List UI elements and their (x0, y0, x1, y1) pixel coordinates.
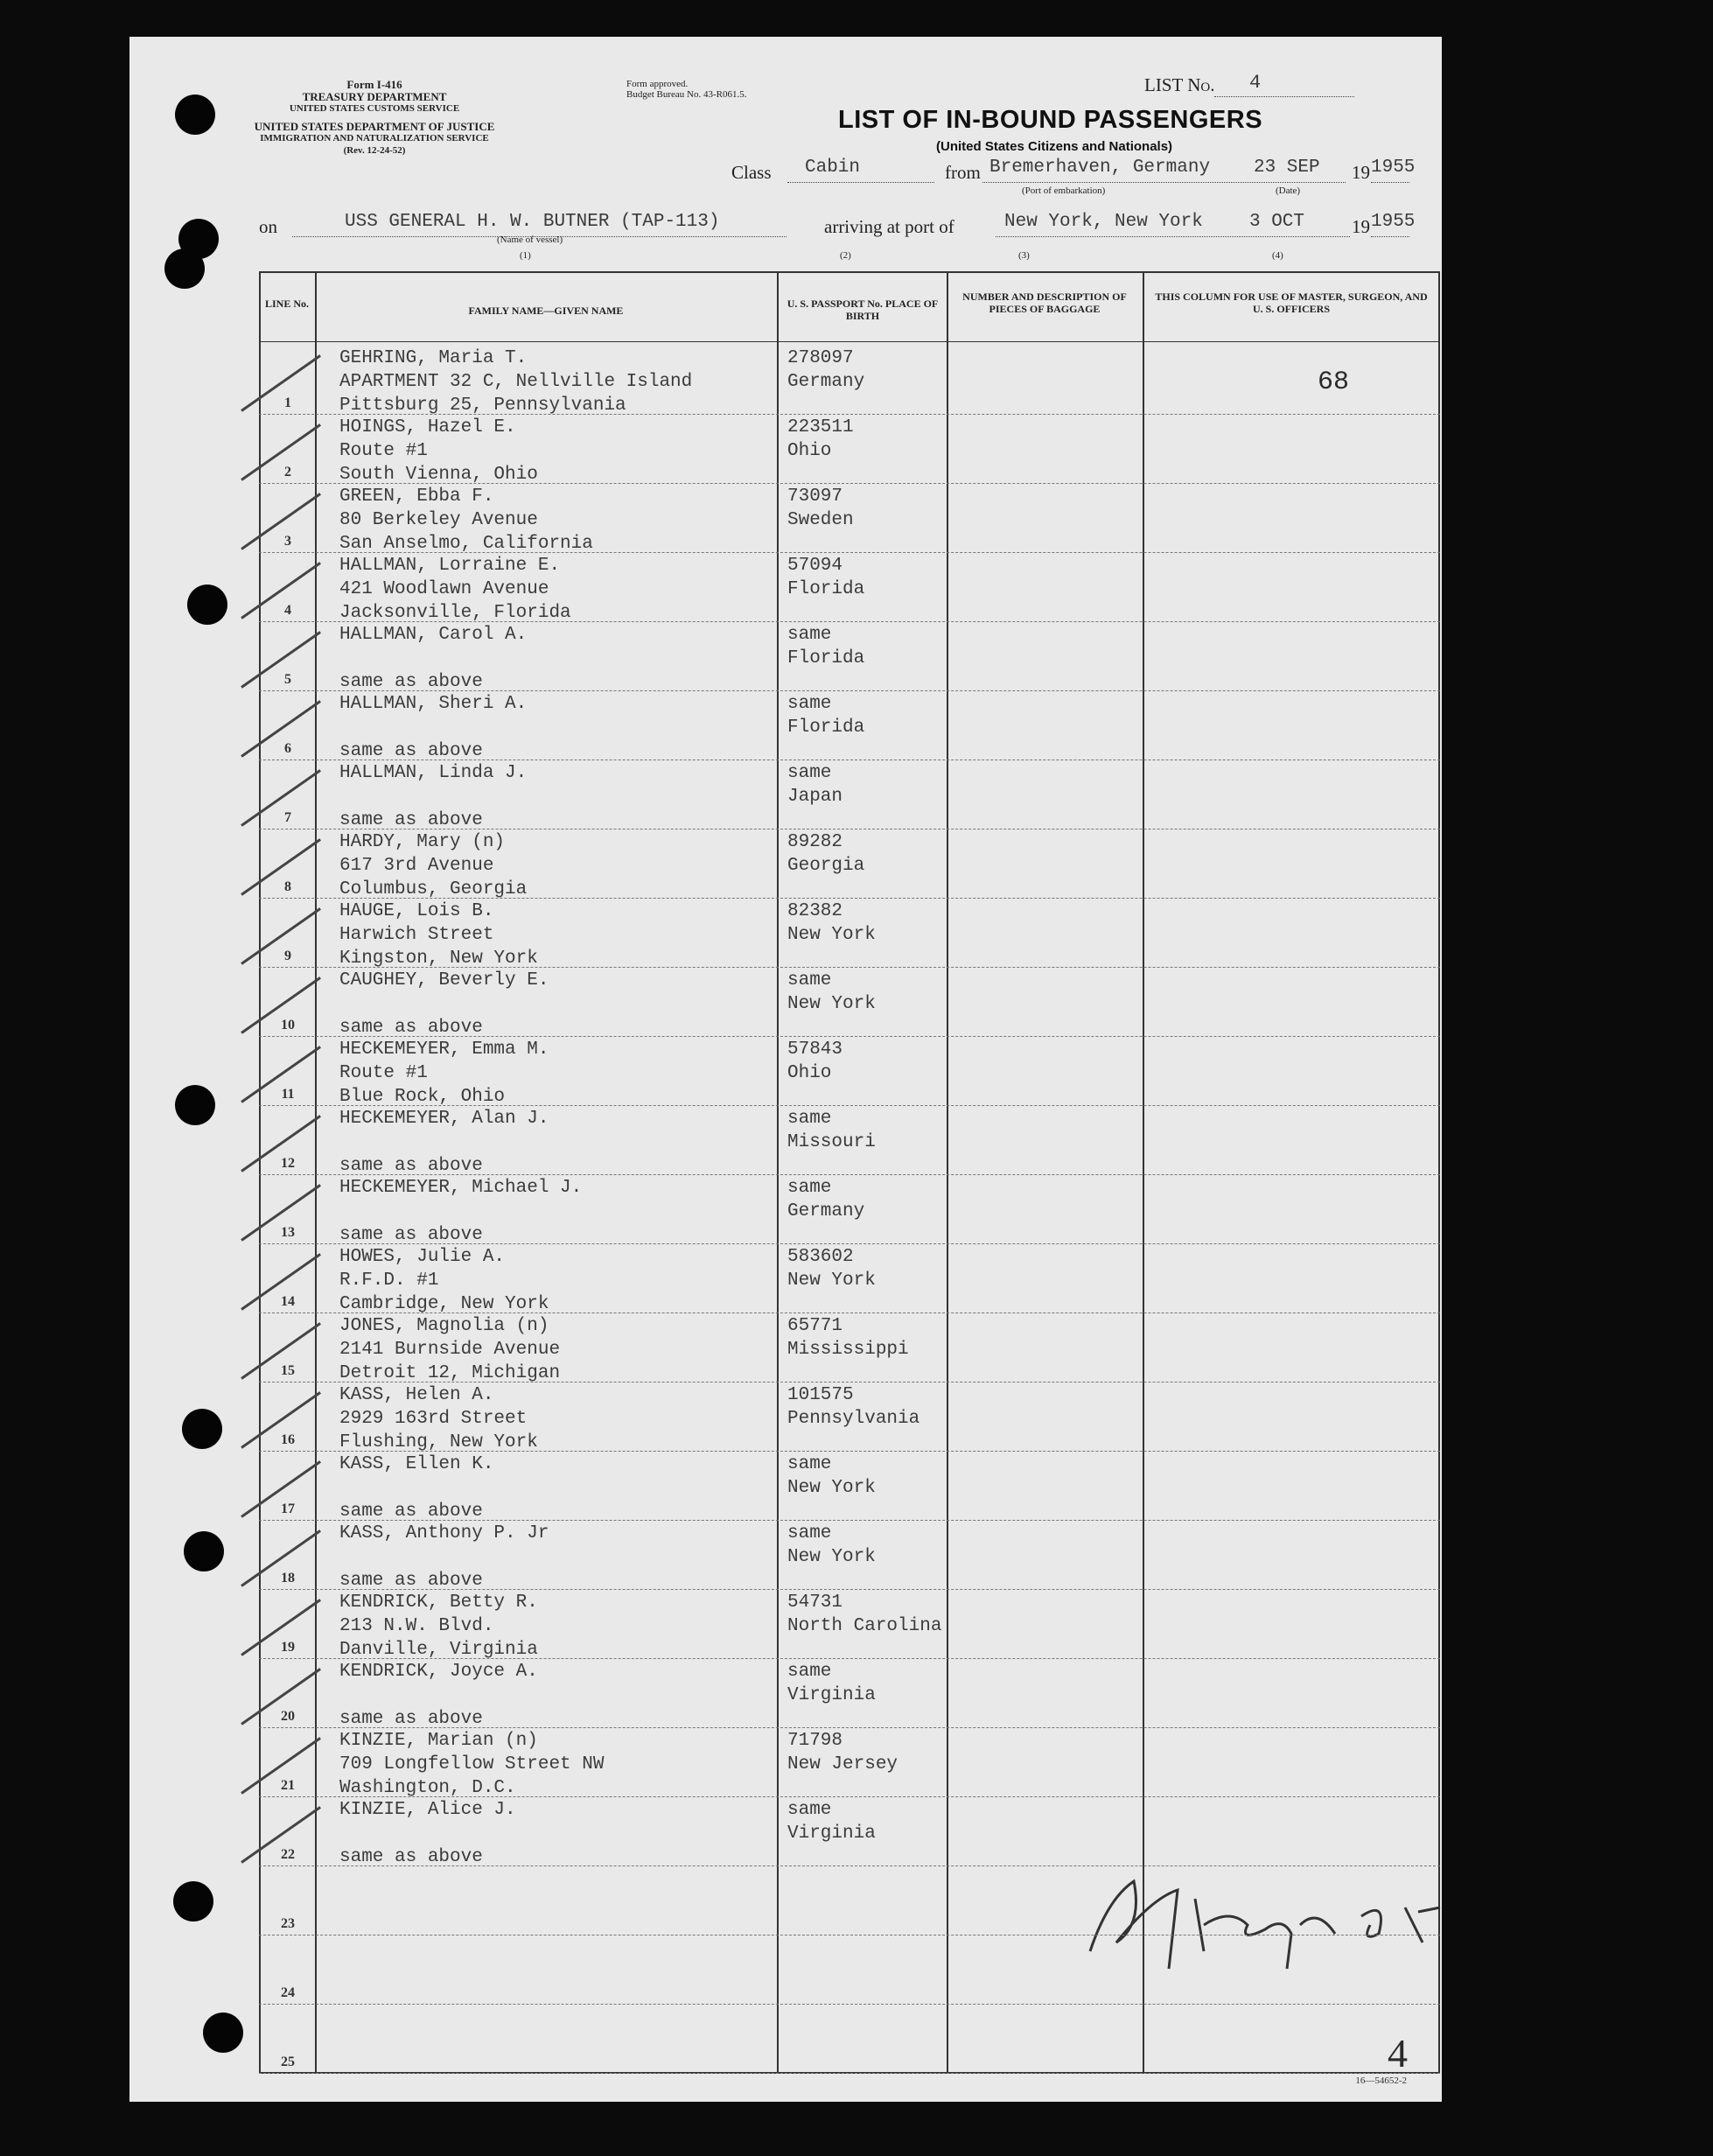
class-label: Class (731, 162, 772, 183)
col-divider (1143, 271, 1144, 2074)
col-head-line: LINE No. (264, 298, 309, 310)
row-number: 11 (281, 1087, 295, 1102)
passport-birthplace: same Virginia (787, 1662, 876, 1705)
row-number: 8 (284, 879, 291, 894)
page-mark: 4 (1388, 2031, 1408, 2076)
passport-birthplace: same Japan (787, 763, 843, 807)
passenger-name-address: HALLMAN, Sheri A. same as above (339, 694, 528, 761)
punch-hole (173, 1881, 213, 1922)
arrival-year-field (1371, 212, 1416, 237)
row-number: 16 (281, 1432, 295, 1447)
row-number: 18 (281, 1571, 295, 1586)
page-subtitle: (United States Citizens and Nationals) (936, 139, 1173, 154)
row-number: 10 (281, 1018, 295, 1032)
passenger-name-address: HALLMAN, Linda J. same as above (339, 763, 528, 830)
row-number: 1 (284, 396, 291, 410)
embarkation-date: 23 SEP (1254, 158, 1320, 178)
col-head-name: FAMILY NAME—GIVEN NAME (468, 304, 624, 317)
arrival-year: 1955 (1371, 212, 1416, 232)
passport-birthplace: 57094 Florida (787, 556, 865, 599)
punch-hole (182, 1409, 222, 1449)
row-number: 22 (281, 1847, 295, 1862)
vessel-caption: (Name of vessel) (497, 234, 563, 245)
passenger-name-address: GREEN, Ebba F. 80 Berkeley Avenue San Anselmo, California (339, 486, 593, 554)
from-field (982, 158, 1346, 183)
header-divider (259, 341, 1440, 342)
row-number: 7 (284, 810, 291, 825)
caption-2: (2) (840, 250, 851, 261)
vessel-name: USS GENERAL H. W. BUTNER (TAP-113) (345, 212, 720, 232)
passport-birthplace: same New York (787, 1454, 876, 1498)
passenger-name-address: GEHRING, Maria T. APARTMENT 32 C, Nellville Island Pittsburg 25, Pennsylvania (339, 348, 693, 416)
row-number: 2 (284, 465, 291, 480)
list-no-field (1214, 72, 1354, 97)
row-number: 5 (284, 672, 291, 687)
page-title: LIST OF IN-BOUND PASSENGERS (838, 106, 1263, 134)
passenger-name-address: KASS, Helen A. 2929 163rd Street Flushing, New York (339, 1385, 538, 1452)
passenger-name-address: HALLMAN, Lorraine E. 421 Woodlawn Avenue Jacksonville, Florida (339, 556, 571, 623)
vessel-field (292, 212, 787, 237)
passenger-name-address: KASS, Ellen K. same as above (339, 1454, 494, 1522)
passport-birthplace: 65771 Mississippi (787, 1316, 909, 1360)
passport-birthplace: 101575 Pennsylvania (787, 1385, 920, 1429)
port-emb-caption: (Port of embarkation) (1022, 186, 1106, 196)
caption-1: (1) (520, 250, 531, 261)
row-number: 6 (284, 741, 291, 756)
arrival-date: 3 OCT (1249, 212, 1305, 232)
arrival-year-prefix: 19 (1352, 216, 1370, 237)
passenger-name-address: HECKEMEYER, Michael J. same as above (339, 1178, 583, 1245)
port-of-embarkation: Bremerhaven, Germany (989, 158, 1211, 178)
row-number: 21 (281, 1778, 295, 1793)
embark-year-field (1371, 158, 1416, 183)
justice-dept: UNITED STATES DEPARTMENT OF JUSTICE (254, 120, 495, 133)
row-number: 3 (284, 534, 291, 549)
embark-year-prefix: 19 (1352, 162, 1370, 183)
list-no-label: LIST No. (1144, 74, 1215, 95)
passenger-name-address: HECKEMEYER, Alan J. same as above (339, 1109, 549, 1176)
passport-birthplace: 223511 Ohio (787, 417, 854, 461)
passport-birthplace: 82382 New York (787, 901, 876, 945)
punch-hole (175, 94, 215, 135)
row-number: 9 (284, 948, 291, 963)
passport-birthplace: same Germany (787, 1178, 865, 1222)
treasury-dept: TREASURY DEPARTMENT (302, 90, 447, 103)
punch-hole (187, 584, 227, 625)
row-number: 19 (281, 1640, 295, 1655)
row-number: 25 (281, 2054, 295, 2069)
passport-birthplace: same Virginia (787, 1800, 876, 1844)
passport-birthplace: same Florida (787, 625, 865, 668)
passport-birthplace: 54731 North Carolina (787, 1592, 942, 1636)
row-number: 13 (281, 1225, 295, 1240)
row-number: 23 (281, 1916, 295, 1931)
row-number: 17 (281, 1502, 295, 1516)
passenger-name-address: KINZIE, Marian (n) 709 Longfellow Street NW Washington, D.C. (339, 1731, 605, 1798)
passport-birthplace: 89282 Georgia (787, 832, 865, 876)
budget-bureau: Budget Bureau No. 43-R061.5. (626, 89, 747, 100)
form-approved: Form approved. (626, 79, 689, 89)
row-number: 15 (281, 1363, 295, 1378)
passenger-table (259, 271, 1440, 2074)
passenger-name-address: KENDRICK, Betty R. 213 N.W. Blvd. Danville, Virginia (339, 1592, 538, 1660)
passport-birthplace: 57843 Ohio (787, 1040, 843, 1083)
class-value: Cabin (805, 158, 861, 178)
passport-birthplace: 73097 Sweden (787, 486, 854, 530)
passenger-name-address: CAUGHEY, Beverly E. same as above (339, 970, 549, 1038)
ins-service: IMMIGRATION AND NATURALIZATION SERVICE (260, 133, 489, 144)
form-number: Form I-416 (346, 78, 402, 91)
row-number: 12 (281, 1156, 295, 1171)
caption-3: (3) (1018, 250, 1030, 261)
passenger-name-address: JONES, Magnolia (n) 2141 Burnside Avenue Detroit 12, Michigan (339, 1316, 561, 1383)
passenger-name-address: HOINGS, Hazel E. Route #1 South Vienna, Ohio (339, 417, 538, 485)
list-no-value: 4 (1249, 72, 1262, 94)
embark-year: 1955 (1371, 158, 1416, 178)
punch-hole (203, 2012, 243, 2053)
punch-hole (175, 1085, 215, 1125)
row-divider (259, 2004, 1440, 2005)
col-head-officers: THIS COLUMN FOR USE OF MASTER, SURGEON, AND U. S. OFFICERS (1155, 290, 1428, 316)
passport-birthplace: 278097 Germany (787, 348, 865, 392)
passenger-name-address: HAUGE, Lois B. Harwich Street Kingston, New York (339, 901, 538, 969)
customs-service: UNITED STATES CUSTOMS SERVICE (289, 103, 460, 114)
passport-birthplace: 583602 New York (787, 1247, 876, 1291)
revision: (Rev. 12-24-52) (343, 145, 406, 156)
caption-4: (4) (1272, 250, 1283, 261)
passenger-name-address: KINZIE, Alice J. same as above (339, 1800, 516, 1867)
row-number: 4 (284, 603, 291, 618)
on-label: on (259, 216, 277, 237)
passenger-name-address: HECKEMEYER, Emma M. Route #1 Blue Rock, Ohio (339, 1040, 549, 1107)
row-number: 14 (281, 1294, 295, 1309)
arrival-port: New York, New York (1004, 212, 1203, 232)
passenger-name-address: KENDRICK, Joyce A. same as above (339, 1662, 538, 1729)
officer-mark: 68 (1318, 368, 1350, 397)
punch-hole (164, 248, 205, 289)
date-caption: (Date) (1276, 186, 1301, 196)
punch-hole (184, 1531, 224, 1572)
passenger-name-address: HALLMAN, Carol A. same as above (339, 625, 528, 692)
col-head-passport: U. S. PASSPORT No. PLACE OF BIRTH (787, 298, 939, 323)
class-field (787, 158, 934, 183)
passenger-name-address: HARDY, Mary (n) 617 3rd Avenue Columbus, Georgia (339, 832, 528, 900)
arriving-label: arriving at port of (824, 216, 954, 237)
passport-birthplace: same Florida (787, 694, 865, 738)
passport-birthplace: 71798 New Jersey (787, 1731, 898, 1774)
passport-birthplace: same Missouri (787, 1109, 876, 1152)
passenger-name-address: KASS, Anthony P. Jr same as above (339, 1523, 549, 1591)
row-divider (259, 2073, 1440, 2074)
row-divider (259, 1935, 1440, 1936)
from-label: from (945, 162, 981, 183)
row-number: 24 (281, 1985, 295, 2000)
arrival-field (996, 212, 1350, 237)
print-code: 16—54652-2 (1355, 2076, 1407, 2086)
passport-birthplace: same New York (787, 970, 876, 1014)
row-number: 20 (281, 1709, 295, 1724)
col-head-baggage: NUMBER AND DESCRIPTION OF PIECES OF BAGGAGE (962, 290, 1127, 316)
passport-birthplace: same New York (787, 1523, 876, 1567)
passenger-name-address: HOWES, Julie A. R.F.D. #1 Cambridge, New York (339, 1247, 549, 1314)
